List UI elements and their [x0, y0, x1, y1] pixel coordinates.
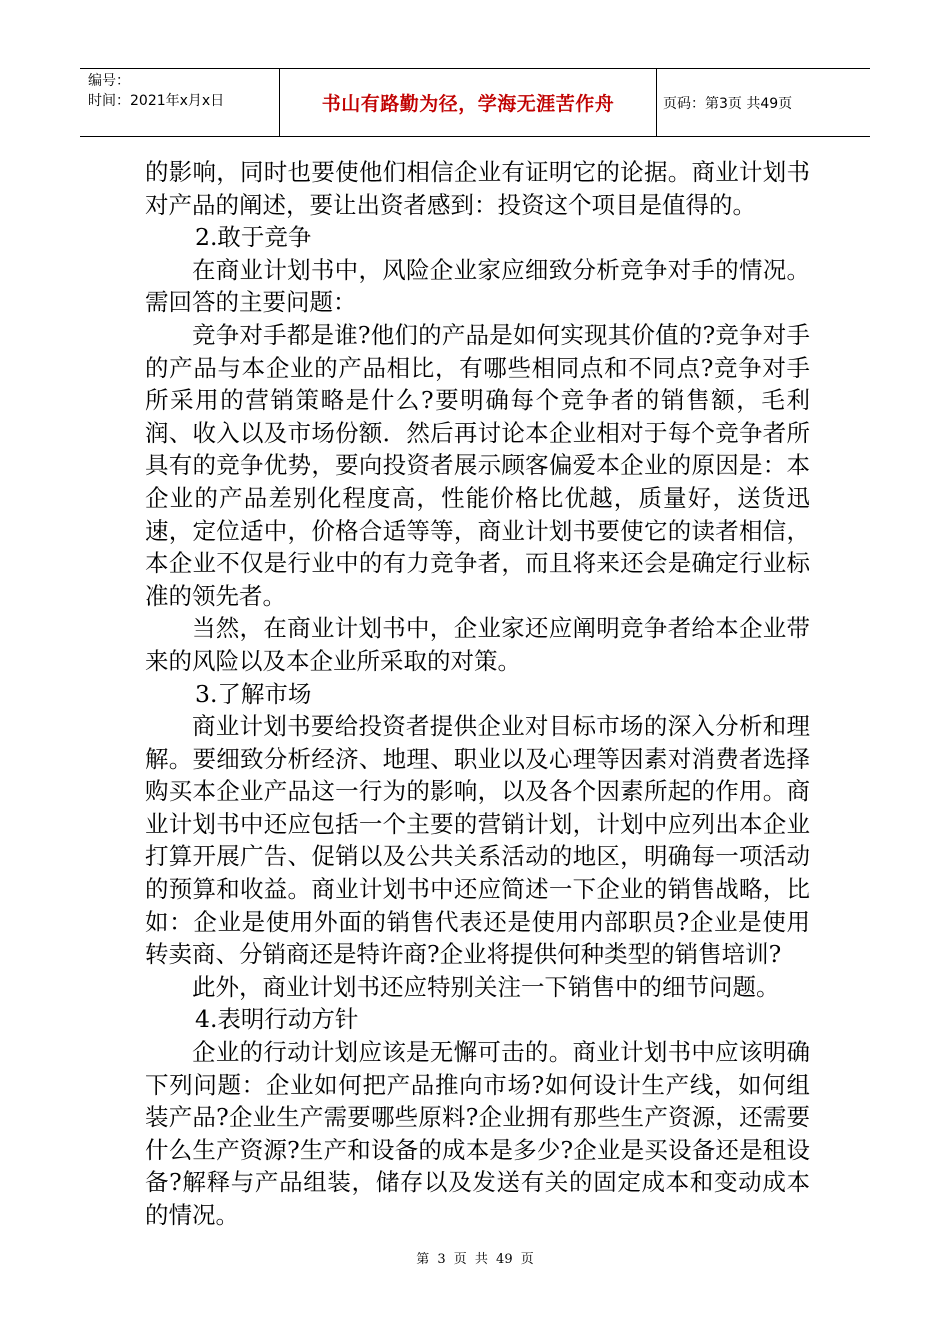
paragraph: 在商业计划书中，风险企业家应细致分析竞争对手的情况。需回答的主要问题：: [145, 255, 810, 317]
section-heading: 3.了解市场: [195, 679, 312, 708]
page-header: [80, 68, 870, 137]
page-footer: 第 3 页 共 49 页: [416, 1252, 534, 1267]
paragraph: 商业计划书要给投资者提供企业对目标市场的深入分析和理解。要细致分析经济、地理、职业以及心理等因素对消费者选择购买本企业产品这一行为的影响，以及各个因素所起的作用。商业计划书中还应包括一个主要的营销计划，计划中应列出本企业打算开展广告、促销以及公共关系活动的地区，明确每一项活动的预算和收益。商业计划书中还应简述一下企业的销售战略，比如：企业是使用外面的销售代表还是使用内部职员?企业是使用转卖商、分销商还是特许商?企业将提供何种类型的销售培训?: [145, 712, 810, 969]
paragraph: 竞争对手都是谁?他们的产品是如何实现其价值的?竞争对手的产品与本企业的产品相比，有哪些相同点和不同点?竞争对手所采用的营销策略是什么?要明确每个竞争者的销售额，毛利润、收入以及市场份额．然后再讨论本企业相对于每个竞争者所具有的竞争优势，要向投资者展示顾客偏爱本企业的原因是：本企业的产品差别化程度高，性能价格比优越，质量好，送货迅速，定位适中，价格合适等等，商业计划书要使它的读者相信，本企业不仅是行业中的有力竞争者，而且将来还会是确定行业标准的领先者。: [145, 320, 810, 610]
header-page-info: 页码：第3页 共49页: [663, 95, 793, 112]
paragraph: 当然，在商业计划书中，企业家还应阐明竞争者给本企业带来的风险以及本企业所采取的对策。: [145, 614, 810, 675]
section-heading: 2.敢于竞争: [195, 223, 312, 252]
document-time-label: 时间：2021年x月x日: [88, 93, 225, 109]
header-motto: 书山有路勤为径，学海无涯苦作舟: [280, 69, 657, 136]
document-body: [145, 156, 810, 1232]
document-number-label: 编号：: [88, 73, 130, 89]
paragraph: 企业的行动计划应该是无懈可击的。商业计划书中应该明确下列问题：企业如何把产品推向市场?如何设计生产线，如何组装产品?企业生产需要哪些原料?企业拥有那些生产资源，还需要什么生产资源?生产和设备的成本是多少?企业是买设备还是租设备?解释与产品组装，储存以及发送有关的固定成本和变动成本的情况。: [145, 1038, 810, 1229]
paragraph: 的影响，同时也要使他们相信企业有证明它的论据。商业计划书对产品的阐述，要让出资者感到：投资这个项目是值得的。: [145, 158, 810, 219]
section-heading: 4.表明行动方针: [195, 1005, 359, 1034]
header-meta: [80, 69, 280, 136]
paragraph: 此外，商业计划书还应特别关注一下销售中的细节问题。: [192, 972, 780, 1001]
